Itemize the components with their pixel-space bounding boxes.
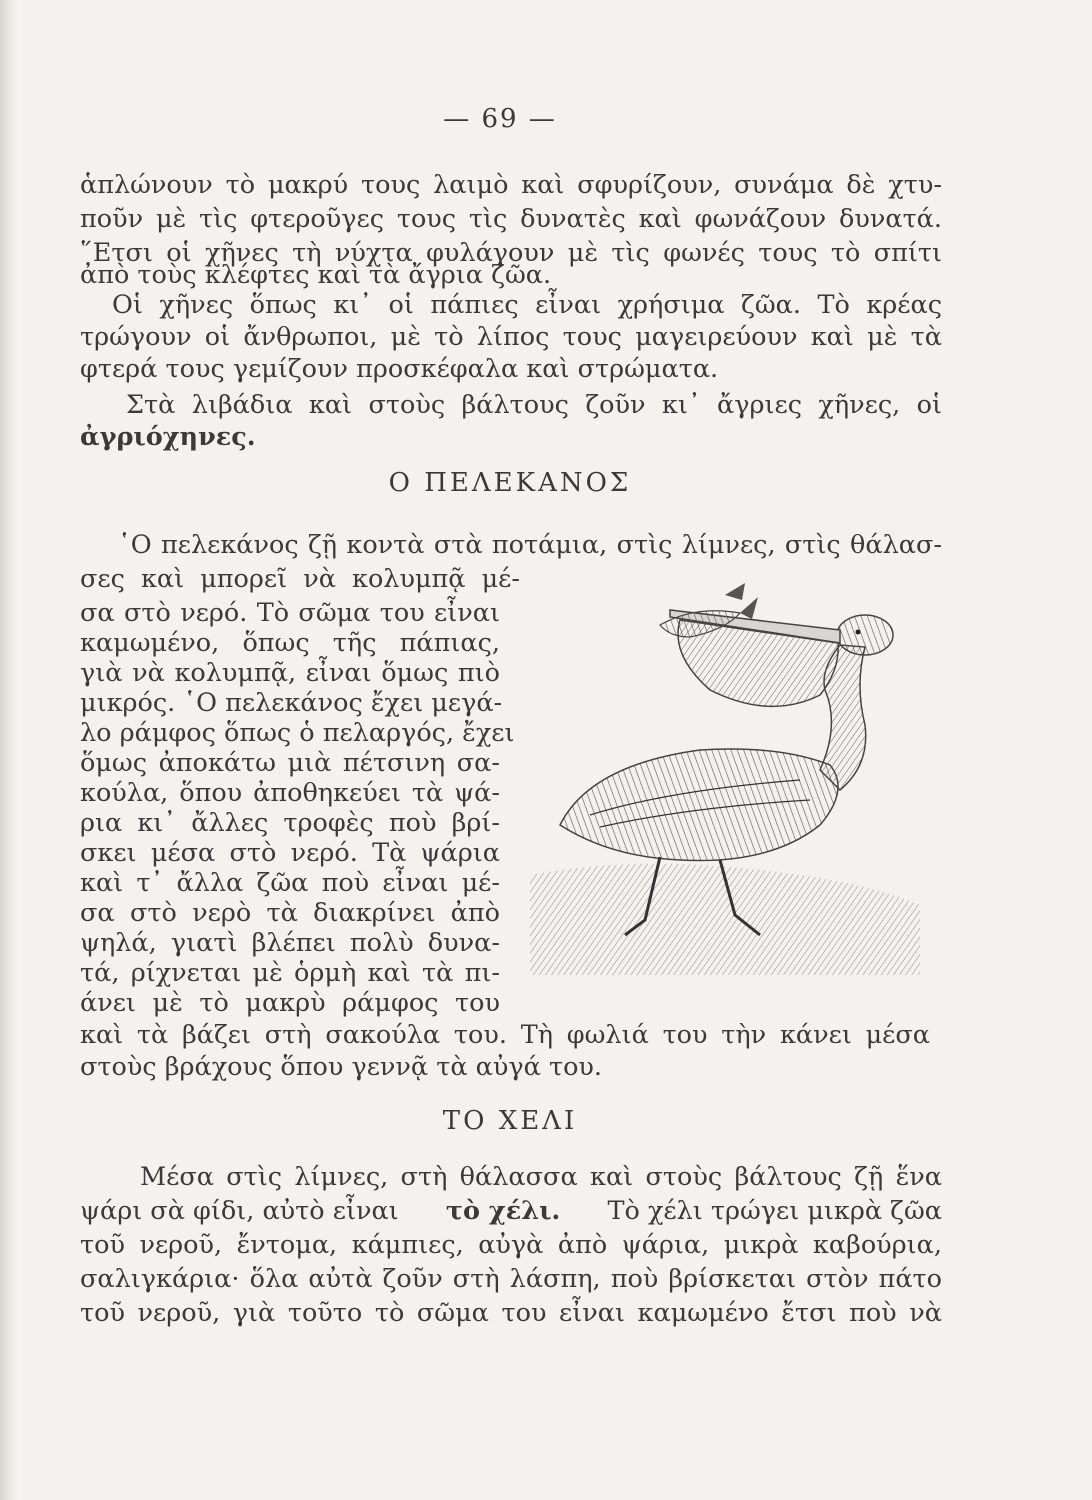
- text-line: ὅμως ἀποκάτω μιὰ πέτσινη σα-: [80, 748, 500, 778]
- bold-term: τὸ χέλι.: [445, 1196, 561, 1226]
- section-title-pelican: Ο ΠΕΛΕΚΑΝΟΣ: [388, 468, 632, 498]
- text-line: τρώγουν οἱ ἄνθρωποι, μὲ τὸ λίπος τους μαγειρεύουν καὶ μὲ τὰ: [80, 322, 942, 352]
- bold-term: ἀγριόχηνες.: [80, 422, 256, 452]
- text-line: τοῦ νεροῦ, γιὰ τοῦτο τὸ σῶμα του εἶναι καμωμένο ἔτσι ποὺ νὰ: [80, 1298, 942, 1328]
- text-line: ἀπὸ τοὺς κλέφτες καὶ τὰ ἄγρια ζῶα.: [80, 260, 552, 290]
- text-line: σες καὶ μπορεῖ νὰ κολυμπᾷ μέ-: [80, 564, 520, 594]
- text-line: σαλιγκάρια· ὅλα αὐτὰ ζοῦν στὴ λάσπη, ποὺ βρίσκεται στὸν πάτο: [80, 1264, 942, 1294]
- text-line: Στὰ λιβάδια καὶ στοὺς βάλτους ζοῦν κι᾿ ἄγριες χῆνες, οἱ: [126, 390, 942, 420]
- text-line: ποῦν μὲ τὶς φτεροῦγες τους τὶς δυνατὲς καὶ φωνάζουν δυνατά.: [80, 204, 942, 234]
- text-line: ῞Ετσι οἱ χῆνες τὴ νύχτα φυλάγουν μὲ τὶς φωνές τους τὸ σπίτι: [80, 238, 942, 268]
- pelican-illustration: [520, 575, 940, 985]
- text-line: ἁπλώνουν τὸ μακρύ τους λαιμὸ καὶ σφυρίζουν, συνάμα δὲ χτυ-: [80, 170, 942, 200]
- text-line: μικρός. ῾Ο πελεκάνος ἔχει μεγά-: [80, 688, 503, 718]
- text-line: Οἱ χῆνες ὅπως κι᾿ οἱ πάπιες εἶναι χρήσιμα ζῶα. Τὸ κρέας: [112, 290, 942, 320]
- text-line: τοῦ νεροῦ, ἔντομα, κάμπιες, αὐγὰ ἀπὸ ψάρια, μικρὰ καβούρια,: [80, 1230, 942, 1260]
- text-segment: Τὸ χέλι τρώγει μικρὰ ζῶα: [607, 1196, 942, 1226]
- text-line: κούλα, ὅπου ἀποθηκεύει τὰ ψά-: [80, 778, 500, 808]
- text-line: τά, ρίχνεται μὲ ὁρμὴ καὶ τὰ πι-: [80, 958, 500, 988]
- text-line: σκει μέσα στὸ νερό. Τὰ ψάρια: [80, 838, 500, 868]
- page-number: — 69 —: [443, 104, 557, 134]
- text-line: καὶ τ᾿ ἄλλα ζῶα ποὺ εἶναι μέ-: [80, 868, 500, 898]
- pelican-body: [560, 749, 838, 861]
- text-line: σα στὸ νερό. Τὸ σῶμα του εἶναι: [80, 598, 500, 628]
- text-line: ῾Ο πελεκάνος ζῇ κοντὰ στὰ ποτάμια, στὶς λίμνες, στὶς θάλασ-: [118, 530, 942, 560]
- text-line: άνει μὲ τὸ μακρὺ ράμφος του: [80, 988, 500, 1018]
- text-line: λο ράμφος ὅπως ὁ πελαργός, ἔχει: [80, 718, 515, 748]
- section-title-eel: ΤΟ ΧΕΛΙ: [442, 1106, 578, 1136]
- page-binding-edge: [0, 0, 18, 1500]
- text-line: καὶ τὰ βάζει στὴ σακούλα του. Τὴ φωλιά του τὴν κάνει μέσα: [80, 1020, 930, 1050]
- text-line: ψηλά, γιατὶ βλέπει πολὺ δυνα-: [80, 928, 500, 958]
- text-line: ρια κι᾿ ἄλλες τροφὲς ποὺ βρί-: [80, 808, 500, 838]
- text-line: καμωμένο, ὅπως τῆς πάπιας,: [80, 628, 500, 658]
- text-line: σα στὸ νερὸ τὰ διακρίνει ἀπὸ: [80, 898, 500, 928]
- text-line: Μέσα στὶς λίμνες, στὴ θάλασσα καὶ στοὺς βάλτους ζῇ ἕνα: [140, 1162, 942, 1192]
- text-line: γιὰ νὰ κολυμπᾷ, εἶναι ὅμως πιὸ: [80, 658, 500, 688]
- text-line: φτερά τους γεμίζουν προσκέφαλα καὶ στρώματα.: [80, 354, 719, 384]
- text-segment: ψάρι σὰ φίδι, αὐτὸ εἶναι: [80, 1196, 399, 1226]
- pelican-head: [837, 615, 893, 655]
- text-line: στοὺς βράχους ὅπου γεννᾷ τὰ αὐγά του.: [80, 1052, 603, 1082]
- text-line-mixed: [80, 1194, 942, 1228]
